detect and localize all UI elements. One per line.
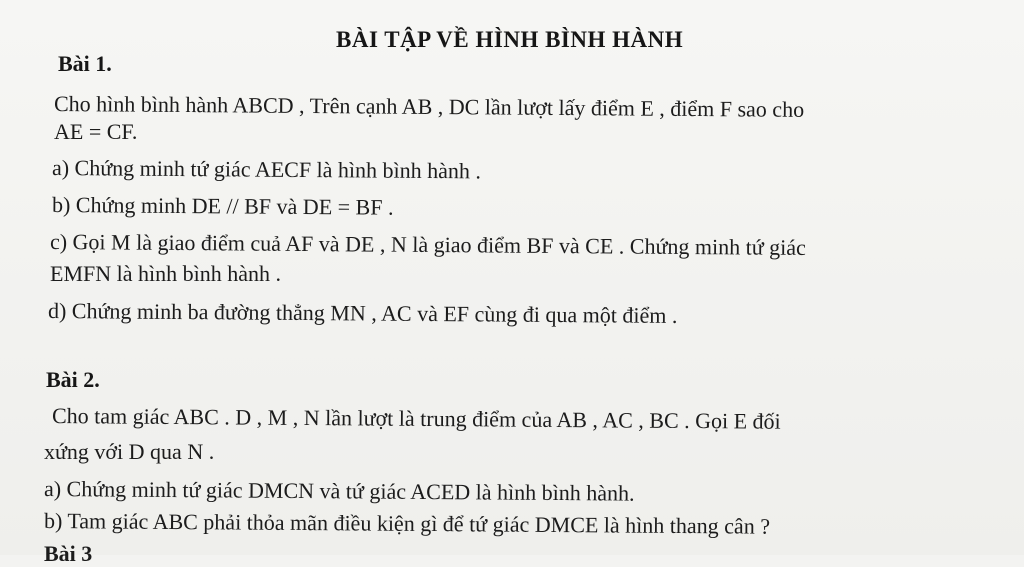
exercise-1-part-b: b) Chứng minh DE // BF và DE = BF . [51,192,394,220]
document-title: BÀI TẬP VỀ HÌNH BÌNH HÀNH [336,27,684,52]
exercise-2-part-b: b) Tam giác ABC phải thỏa mãn điều kiện gì để tứ giác DMCE là hình thang cân ? [43,508,771,539]
exercise-1-intro-line-2: AE = CF. [54,119,138,144]
exercise-1-intro-line-1: Cho hình bình hành ABCD , Trên cạnh AB , DC lần lượt lấy điểm E , điểm F sao cho [53,91,805,122]
exercise-2-heading: Bài 2. [46,367,100,392]
exercise-2-intro-line-2: xứng với D qua N . [44,439,215,464]
exercise-1-part-d: d) Chứng minh ba đường thẳng MN , AC và EF cùng đi qua một điểm . [47,298,678,328]
exercise-3-heading: Bài 3 [44,541,93,566]
exercise-2-intro-line-1: Cho tam giác ABC . D , M , N lần lượt là trung điểm của AB , AC , BC . Gọi E đối [51,403,781,434]
exercise-1-part-c-line-2: EMFN là hình bình hành . [50,261,281,286]
exercise-1-heading: Bài 1. [58,51,112,76]
exercise-1-part-a: a) Chứng minh tứ giác AECF là hình bình hành . [51,155,482,184]
exercise-1-part-c-line-1: c) Gọi M là giao điểm cuả AF và DE , N là giao điểm BF và CE . Chứng minh tứ giác [49,229,806,260]
exercise-2-part-a: a) Chứng minh tứ giác DMCN và tứ giác ACED là hình bình hành. [43,476,635,506]
